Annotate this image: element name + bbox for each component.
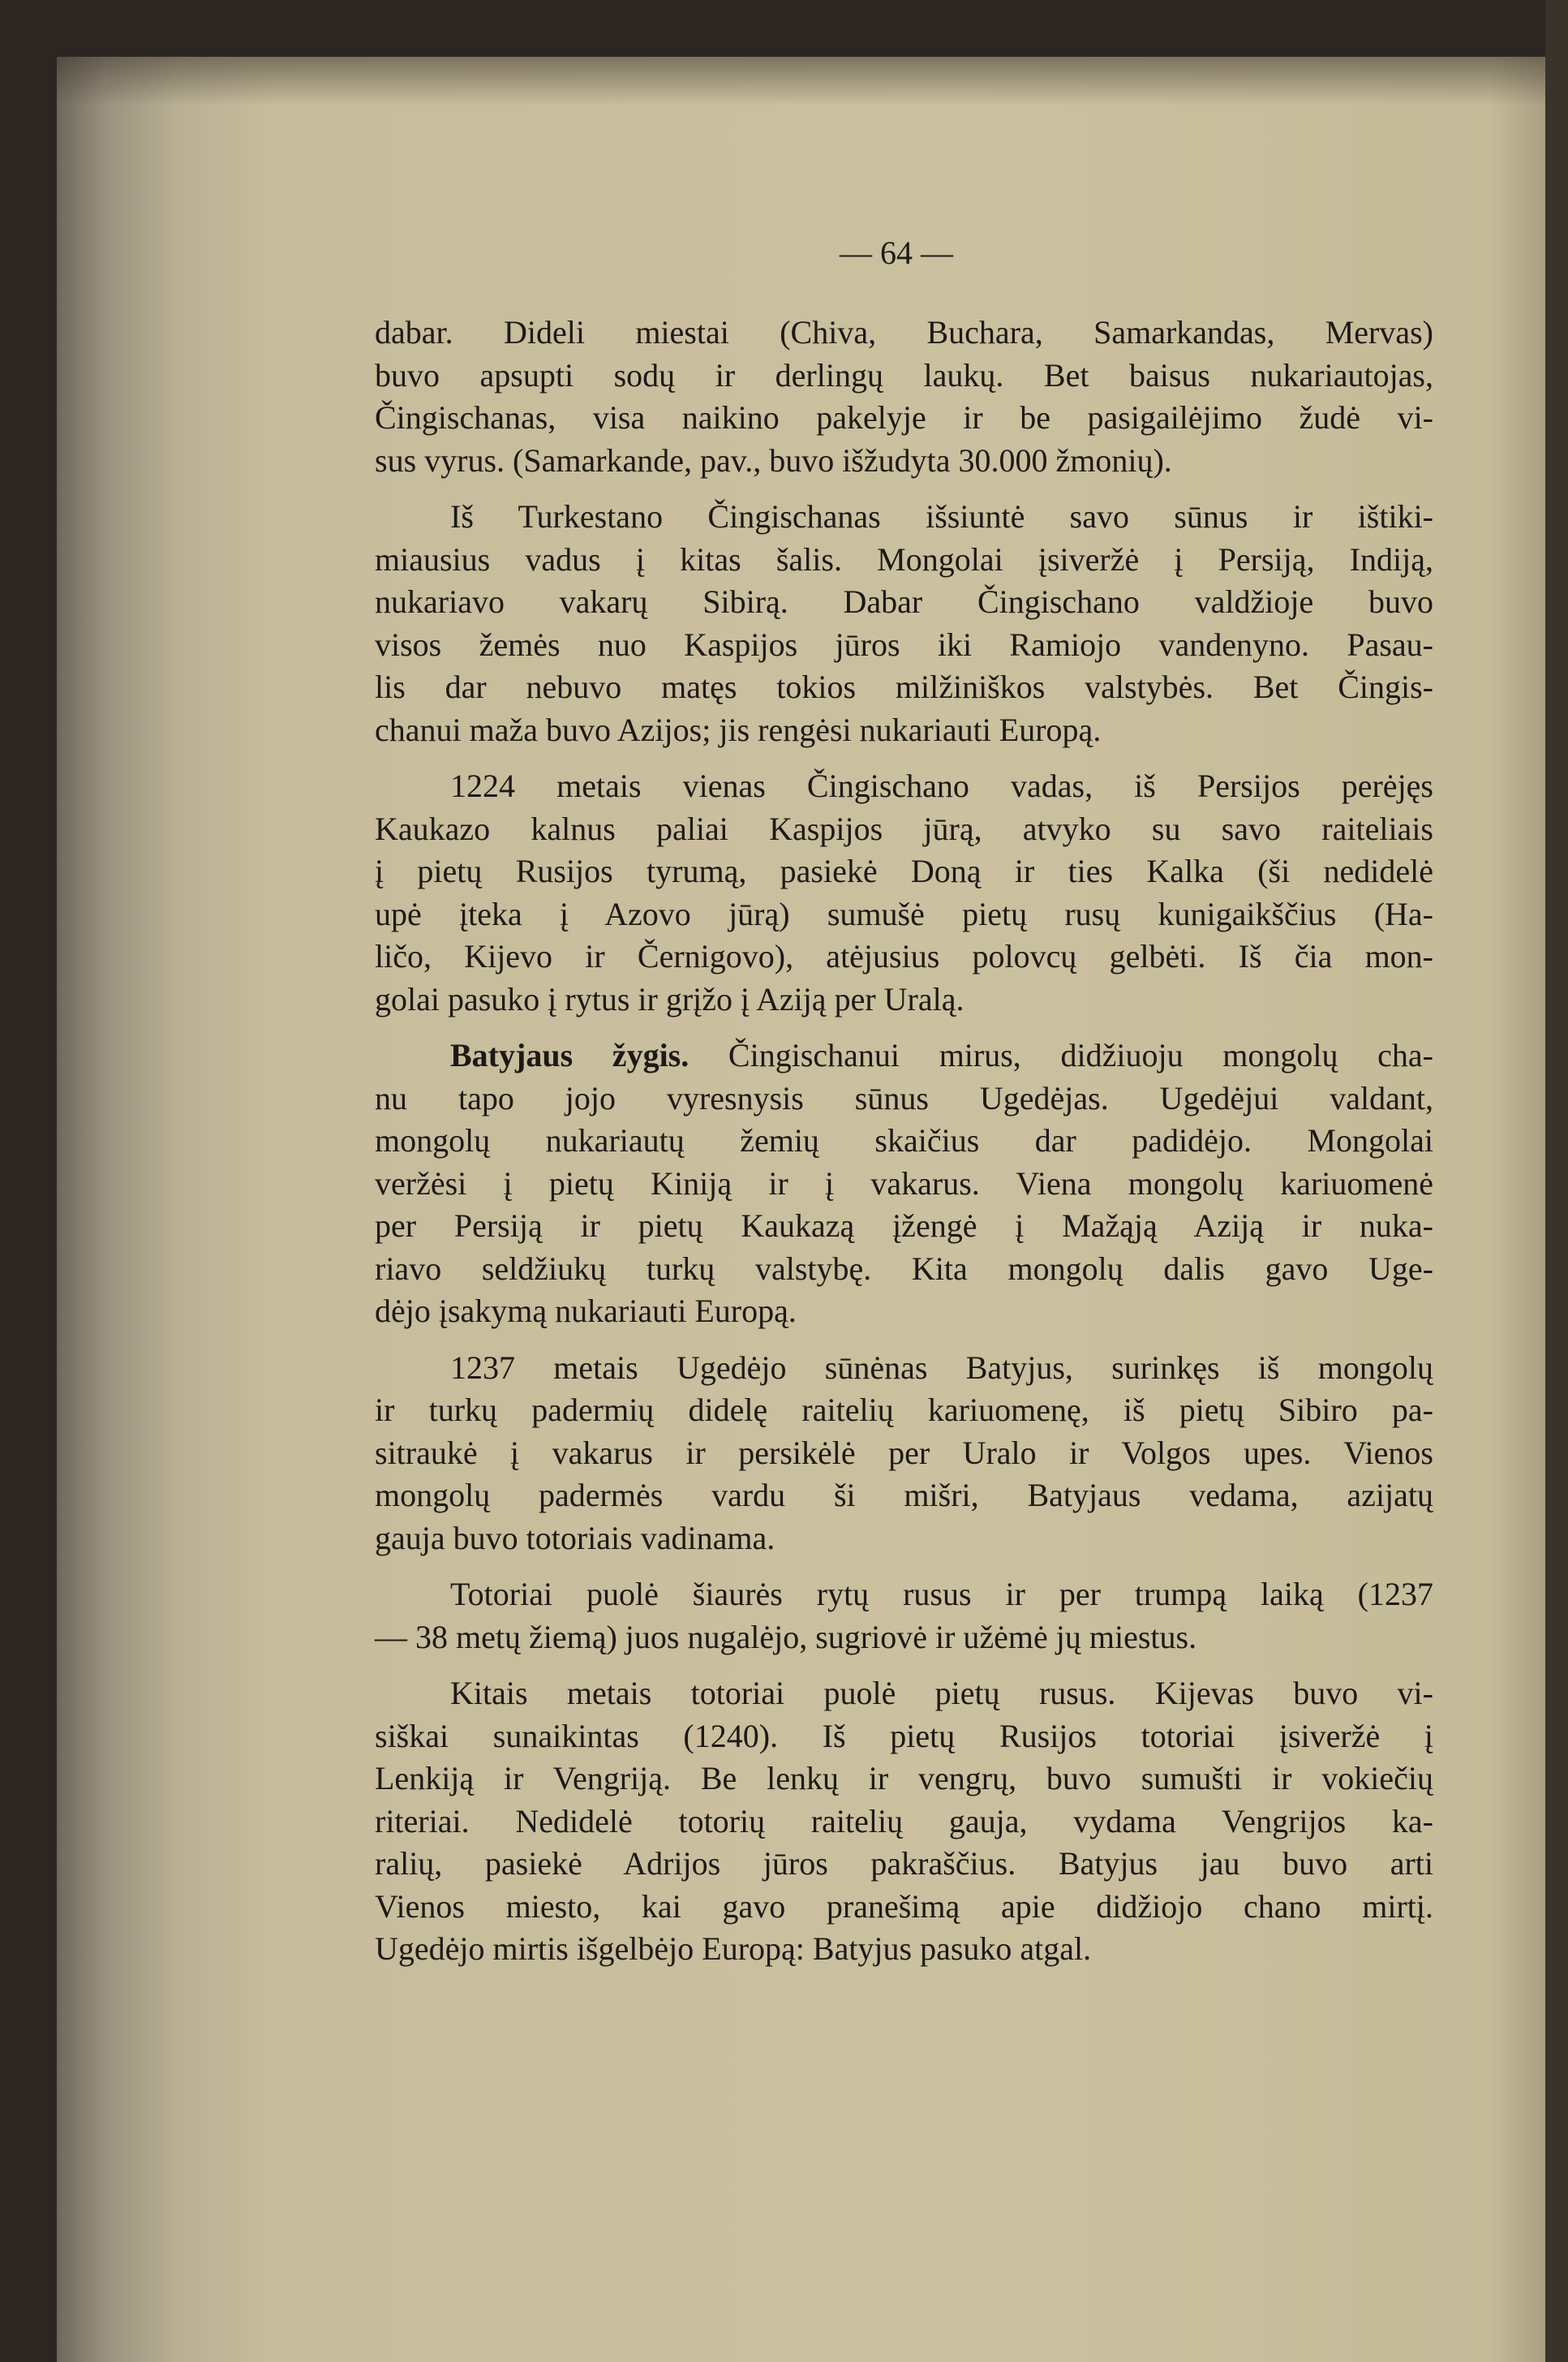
text-line bbox=[375, 1715, 1433, 1758]
text-line bbox=[375, 496, 1433, 539]
page-number: — 64 — bbox=[840, 234, 953, 271]
line-text: 1224 metais vienas Čingischano vadas, iš Persijos perėjęs bbox=[450, 768, 1433, 804]
line-text: veržėsi į pietų Kiniją ir į vakarus. Viena mongolų kariuomenė bbox=[375, 1164, 1433, 1202]
text-line bbox=[375, 1886, 1433, 1929]
line-text: siškai sunaikintas (1240). Iš pietų Rusijos totoriai įsiveržė į bbox=[375, 1717, 1433, 1754]
line-text: riavo seldžiukų turkų valstybę. Kita mongolų dalis gavo Uge- bbox=[375, 1250, 1433, 1287]
text-line bbox=[375, 397, 1433, 440]
line-text: miausius vadus į kitas šalis. Mongolai įsiveržė į Persiją, Indiją, bbox=[375, 540, 1433, 578]
text-line bbox=[375, 355, 1433, 398]
text-line bbox=[375, 1843, 1433, 1886]
text-line bbox=[375, 1389, 1433, 1432]
text-line bbox=[375, 1928, 1433, 1971]
line-text: Čingischanui mirus, didžiuoju mongolų cha- bbox=[689, 1037, 1433, 1073]
line-text: į pietų Rusijos tyrumą, pasiekė Doną ir ties Kalka (ši nedidelė bbox=[375, 853, 1433, 889]
line-text: Iš Turkestano Čingischanas išsiuntė savo sūnus ir ištiki- bbox=[450, 498, 1433, 535]
line-text: chanui maža buvo Azijos; jis rengėsi nukariauti Europą. bbox=[375, 711, 1102, 748]
line-text: buvo apsupti sodų ir derlingų laukų. Bet baisus nukariautojas, bbox=[375, 356, 1433, 394]
line-text: nukariavo vakarų Sibirą. Dabar Čingischano valdžioje buvo bbox=[375, 583, 1433, 620]
line-text: dabar. Dideli miestai (Chiva, Buchara, Samarkandas, Mervas) bbox=[375, 314, 1433, 351]
text-line bbox=[375, 1758, 1433, 1801]
paragraph bbox=[375, 1672, 1433, 1971]
line-text: mongolų padermės vardu ši mišri, Batyjaus vedama, azijatų bbox=[375, 1477, 1433, 1513]
text-line bbox=[375, 312, 1433, 355]
text-line bbox=[375, 1120, 1433, 1163]
line-text: sitraukė į vakarus ir persikėlė per Uralo ir Volgos upes. Vienos bbox=[375, 1434, 1433, 1471]
page-top-shadow bbox=[57, 57, 1549, 105]
line-text: sus vyrus. (Samarkande, pav., buvo išžudyta 30.000 žmonių). bbox=[375, 441, 1172, 479]
text-line bbox=[375, 1801, 1433, 1844]
text-line bbox=[375, 1517, 1433, 1560]
paragraph bbox=[375, 1573, 1433, 1659]
text-line bbox=[375, 1290, 1433, 1333]
paragraph bbox=[375, 1347, 1433, 1560]
line-text: ir turkų padermių didelę raitelių kariuomenę, iš pietų Sibiro pa- bbox=[375, 1392, 1433, 1428]
text-line bbox=[375, 539, 1433, 582]
line-text: upė įteka į Azovo jūrą) sumušė pietų rusų kunigaikščius (Ha- bbox=[375, 895, 1433, 932]
line-text: riteriai. Nedidelė totorių raitelių gauja, vydama Vengrijos ka- bbox=[375, 1802, 1433, 1839]
line-text: dėjo įsakymą nukariauti Europą. bbox=[375, 1293, 797, 1329]
text-line bbox=[375, 1573, 1433, 1616]
line-text: lis dar nebuvo matęs tokios milžiniškos valstybės. Bet Čingis- bbox=[375, 669, 1433, 705]
line-text: ličo, Kijevo ir Černigovo), atėjusius polovcų gelbėti. Iš čia mon- bbox=[375, 938, 1433, 974]
paragraph bbox=[375, 1035, 1433, 1333]
text-line bbox=[375, 979, 1433, 1022]
section-heading: Batyjaus žygis. bbox=[450, 1037, 689, 1073]
text-line bbox=[375, 1205, 1433, 1248]
line-text: Ugedėjo mirtis išgelbėjo Europą: Batyjus pasuko atgal. bbox=[375, 1930, 1092, 1967]
line-text: gauja buvo totoriais vadinama. bbox=[375, 1519, 775, 1556]
line-text: Čingischanas, visa naikino pakelyje ir be pasigailėjimo žudė vi- bbox=[375, 399, 1433, 436]
text-line bbox=[375, 581, 1433, 624]
text-line bbox=[375, 893, 1433, 936]
line-text: Vienos miesto, kai gavo pranešimą apie didžiojo chano mirtį. bbox=[375, 1887, 1433, 1925]
line-text: visos žemės nuo Kaspijos jūros iki Ramiojo vandenyno. Pasau- bbox=[375, 626, 1433, 663]
line-text: — 38 metų žiemą) juos nugalėjo, sugriovė ir užėmė jų miestus. bbox=[375, 1618, 1197, 1655]
line-text: Kitais metais totoriai puolė pietų rusus. Kijevas buvo vi- bbox=[450, 1675, 1433, 1711]
line-text: mongolų nukariautų žemių skaičius dar padidėjo. Mongolai bbox=[375, 1122, 1433, 1159]
text-line bbox=[375, 624, 1433, 667]
text-line bbox=[375, 666, 1433, 709]
body-text bbox=[375, 312, 1433, 1971]
line-text: Totoriai puolė šiaurės rytų rusus ir per trumpą laiką (1237 bbox=[450, 1576, 1433, 1612]
text-line bbox=[375, 1035, 1433, 1078]
text-line bbox=[375, 440, 1433, 483]
paragraph bbox=[375, 765, 1433, 1021]
text-line bbox=[375, 1078, 1433, 1121]
line-text: nu tapo jojo vyresnysis sūnus Ugedėjas. Ugedėjui valdant, bbox=[375, 1079, 1433, 1116]
text-line bbox=[375, 808, 1433, 851]
text-line bbox=[375, 1616, 1433, 1659]
page-right-edge bbox=[1545, 0, 1568, 2362]
text-line bbox=[375, 765, 1433, 808]
line-text: 1237 metais Ugedėjo sūnėnas Batyjus, surinkęs iš mongolų bbox=[450, 1349, 1433, 1386]
text-line bbox=[375, 1248, 1433, 1291]
text-line bbox=[375, 1163, 1433, 1206]
line-text: ralių, pasiekė Adrijos jūros pakraščius. Batyjus jau buvo arti bbox=[375, 1845, 1433, 1882]
paragraph bbox=[375, 496, 1433, 751]
line-text: Kaukazo kalnus paliai Kaspijos jūrą, atvyko su savo raiteliais bbox=[375, 810, 1433, 847]
text-line bbox=[375, 709, 1433, 752]
paragraph bbox=[375, 312, 1433, 482]
text-line bbox=[375, 1474, 1433, 1517]
text-line bbox=[375, 1347, 1433, 1390]
line-text: Lenkiją ir Vengriją. Be lenkų ir vengrų, buvo sumušti ir vokiečių bbox=[375, 1760, 1433, 1796]
text-line bbox=[375, 1432, 1433, 1475]
text-line bbox=[375, 1672, 1433, 1715]
text-line bbox=[375, 936, 1433, 979]
text-line bbox=[375, 850, 1433, 893]
line-text: golai pasuko į rytus ir grįžo į Aziją per Uralą. bbox=[375, 980, 964, 1018]
line-text: per Persiją ir pietų Kaukazą įžengė į Mažąją Aziją ir nuka- bbox=[375, 1207, 1433, 1244]
